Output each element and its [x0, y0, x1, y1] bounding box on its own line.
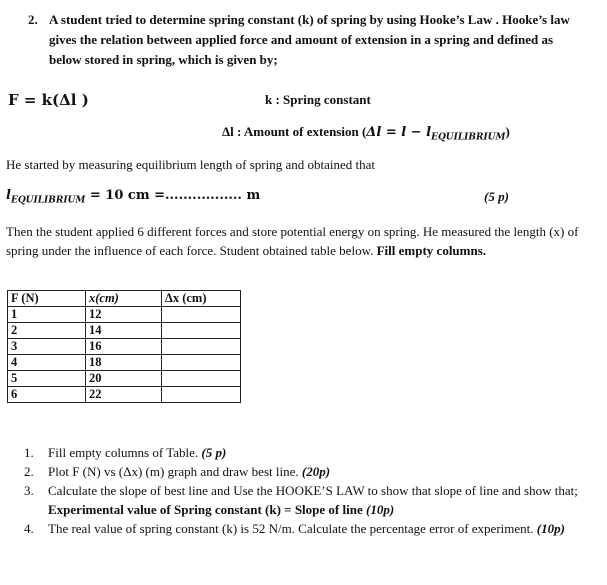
delta-l-close: ) [505, 124, 510, 139]
delta-l-equation: Δl = l − l [366, 125, 432, 140]
delta-l-label: Δl : Amount of extension ( [222, 124, 367, 139]
header-force: F (N) [8, 291, 86, 307]
table-row [8, 307, 241, 323]
list-item [24, 481, 594, 519]
cell-length: 16 [86, 339, 162, 355]
cell-length: 20 [86, 371, 162, 387]
equilibrium-points: (5 p) [484, 189, 509, 204]
paragraph-text: Then the student applied 6 different forces and store potential energy on spring. He measured the length (x) of spring under the influence of each force. Student obtained table below. [6, 224, 579, 258]
instructions-paragraph [6, 222, 596, 260]
task-text: Fill empty columns of Table. [48, 445, 202, 460]
table-row [8, 387, 241, 403]
cell-length: 12 [86, 307, 162, 323]
header-extension: Δx (cm) [162, 291, 241, 307]
cell-force: 3 [8, 339, 86, 355]
cell-length: 22 [86, 387, 162, 403]
equilibrium-symbol: l [6, 188, 11, 203]
task-number: 1. [24, 445, 34, 460]
k-definition: k : Spring constant [265, 92, 371, 107]
task-text: Plot F (N) vs (Δx) (m) graph and draw best line. [48, 464, 302, 479]
table-row [8, 355, 241, 371]
task-number: 4. [24, 521, 34, 536]
task-points: (20p) [301, 464, 331, 479]
delta-l-definition [222, 124, 510, 143]
task-number: 2. [24, 464, 34, 479]
table-row [8, 323, 241, 339]
task-text: The real value of spring constant (k) is 52 N/m. Calculate the percentage error of experiment. [48, 521, 537, 536]
equilibrium-subscript: EQUILIBRIUM [10, 195, 86, 206]
table-header-row [8, 291, 241, 307]
cell-force: 2 [8, 323, 86, 339]
cell-extension[interactable] [162, 387, 241, 403]
table-row [8, 339, 241, 355]
list-item [24, 443, 594, 462]
hookes-law-formula: F = k(Δl ) [8, 91, 89, 109]
cell-force: 4 [8, 355, 86, 371]
cell-extension[interactable] [162, 307, 241, 323]
cell-force: 6 [8, 387, 86, 403]
task-emphasis: Experimental value of Spring constant (k) = Slope of line [48, 502, 366, 517]
list-item [24, 462, 594, 481]
paragraph-emphasis: Fill empty columns. [376, 243, 487, 258]
cell-extension[interactable] [162, 339, 241, 355]
cell-length: 18 [86, 355, 162, 371]
task-points: (10p) [365, 502, 395, 517]
measurement-sentence: He started by measuring equilibrium length of spring and obtained that [6, 157, 375, 172]
cell-extension[interactable] [162, 355, 241, 371]
question-number: 2. [28, 12, 38, 27]
cell-extension[interactable] [162, 371, 241, 387]
task-number: 3. [24, 483, 34, 498]
list-item [24, 519, 594, 538]
cell-force: 1 [8, 307, 86, 323]
cell-length: 14 [86, 323, 162, 339]
task-list [24, 443, 594, 538]
cell-force: 5 [8, 371, 86, 387]
cell-extension[interactable] [162, 323, 241, 339]
task-points: (5 p) [201, 445, 227, 460]
header-length: x(cm) [86, 291, 162, 307]
task-text: Calculate the slope of best line and Use the HOOKE’S LAW to show that slope of line and show that; [48, 483, 578, 498]
data-table [7, 290, 241, 403]
equilibrium-length-line [6, 188, 260, 206]
task-points: (10p) [536, 521, 565, 536]
delta-l-subscript: EQUILIBRIUM [431, 132, 506, 143]
question-intro: A student tried to determine spring constant (k) of spring by using Hooke’s Law . Hooke’s law gives the relation between applied force and amount of extension in a spring and defined as below stored in spring, which is given by; [49, 12, 570, 67]
equilibrium-value: = 10 cm =................. m [85, 188, 261, 203]
table-row [8, 371, 241, 387]
